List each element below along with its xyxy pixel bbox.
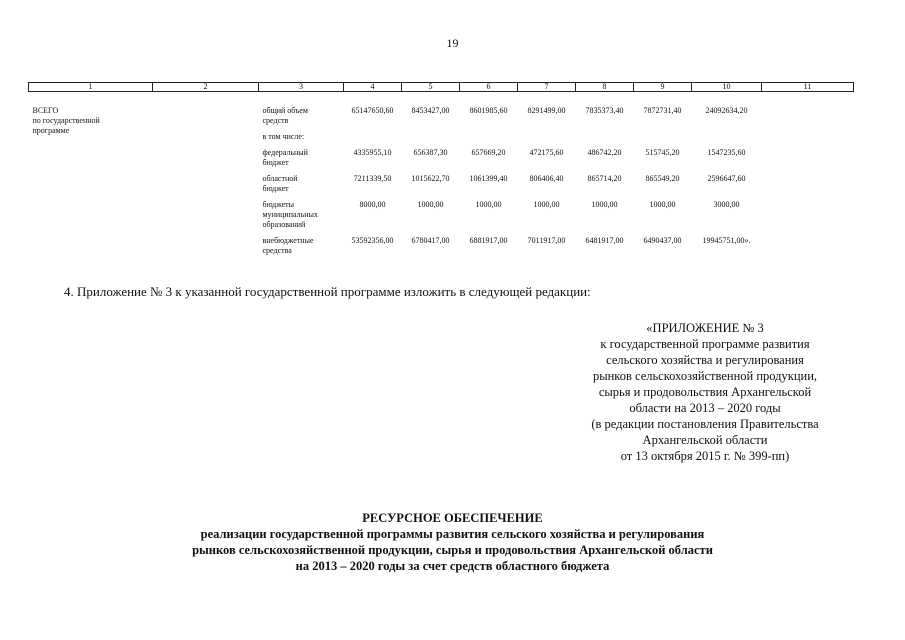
amount-cell: 7872731,40 (643, 106, 682, 115)
funding-source-cell (259, 230, 344, 256)
amount-cell: 24092634,20 (705, 106, 748, 115)
page-number: 19 (446, 36, 459, 50)
funding-source-line: бюджеты (262, 200, 295, 209)
amount-cell: 1000,00 (591, 200, 618, 209)
column-header: 2 (153, 83, 259, 92)
column-header: 4 (344, 83, 402, 92)
amount-cell: 472175,60 (529, 148, 564, 157)
amount-cell: 1547235,60 (707, 148, 746, 157)
amount-cell: 8000,00 (359, 200, 386, 209)
amount-cell (344, 126, 402, 142)
amount-cell (634, 126, 692, 142)
heading-line: рынков сельскохозяйственной продукции, сырья и продовольствия Архангельской области (192, 543, 713, 557)
appendix-line: Архангельской области (642, 433, 768, 447)
funding-source-line: областной (262, 174, 298, 183)
funding-source-cell (259, 126, 344, 142)
funding-source-line: внебюджетные (262, 236, 314, 245)
amount-cell: 1000,00 (533, 200, 560, 209)
amount-cell: 1015622,70 (411, 174, 450, 183)
amount-cell: 19945751,00». (702, 236, 751, 245)
amount-cell (518, 126, 576, 142)
funding-source-cell (259, 168, 344, 194)
amount-cell: 53592356,00 (351, 236, 394, 245)
appendix-line: рынков сельскохозяйственной продукции, (592, 369, 818, 383)
funding-source-line: федеральный (262, 148, 308, 157)
appendix-line: к государственной программе развития (600, 337, 810, 351)
total-label-line: программе (32, 126, 70, 135)
appendix-line: сельского хозяйства и регулирования (606, 353, 804, 367)
amount-cell: 3000,00 (713, 200, 740, 209)
amount-cell: 1000,00 (417, 200, 444, 209)
empty-cell (762, 126, 854, 142)
column-header: 11 (762, 83, 854, 92)
amount-cell: 8453427,00 (411, 106, 450, 115)
appendix-line: (в редакции постановления Правительства (591, 417, 819, 431)
amount-cell: 6780417,00 (411, 236, 450, 245)
empty-cell (762, 168, 854, 194)
funding-source-line: в том числе: (262, 132, 305, 141)
funding-source-cell (259, 194, 344, 230)
funding-source-line: бюджет (262, 184, 289, 193)
funding-source-line: средства (262, 246, 292, 255)
total-label-line: по государственной (32, 116, 100, 125)
funding-source-line: бюджет (262, 158, 289, 167)
empty-cell (762, 142, 854, 168)
amount-cell (576, 126, 634, 142)
amount-cell: 865714,20 (587, 174, 622, 183)
appendix-header-block (560, 320, 850, 464)
funding-source-cell (259, 142, 344, 168)
funding-source-line: муниципальных (262, 210, 318, 219)
amount-cell: 1000,00 (649, 200, 676, 209)
amount-cell: 657669,20 (471, 148, 506, 157)
amount-cell: 4335955,10 (353, 148, 392, 157)
amount-cell (692, 126, 762, 142)
empty-cell (153, 92, 259, 257)
amount-cell: 7211339,50 (353, 174, 392, 183)
amount-cell: 515745,20 (645, 148, 680, 157)
budget-table (28, 82, 854, 256)
amount-cell: 8601985,60 (469, 106, 508, 115)
amount-cell: 7835373,40 (585, 106, 624, 115)
total-label-cell (29, 92, 153, 257)
empty-cell (762, 230, 854, 256)
amount-cell: 8291499,00 (527, 106, 566, 115)
appendix-line: области на 2013 – 2020 годы (629, 401, 781, 415)
amount-cell (460, 126, 518, 142)
amount-cell: 865549,20 (645, 174, 680, 183)
amendment-paragraph: 4. Приложение № 3 к указанной государственной программе изложить в следующей редакции: (64, 284, 591, 299)
column-header: 9 (634, 83, 692, 92)
table-row (29, 92, 854, 127)
funding-source-line: общий объем (262, 106, 308, 115)
amount-cell: 6490437,00 (643, 236, 682, 245)
empty-cell (762, 92, 854, 127)
funding-source-line: средств (262, 116, 289, 125)
amount-cell: 1000,00 (475, 200, 502, 209)
amount-cell (402, 126, 460, 142)
appendix-line: сырья и продовольствия Архангельской (598, 385, 812, 399)
amount-cell: 2596647,60 (707, 174, 746, 183)
amount-cell: 486742,20 (587, 148, 622, 157)
amount-cell: 6881917,00 (469, 236, 508, 245)
column-header: 3 (259, 83, 344, 92)
funding-source-line: образований (262, 220, 306, 229)
amount-cell: 7011917,00 (527, 236, 566, 245)
funding-source-cell (259, 92, 344, 127)
column-header: 6 (460, 83, 518, 92)
amount-cell: 806406,40 (529, 174, 564, 183)
appendix-line: «ПРИЛОЖЕНИЕ № 3 (646, 321, 764, 335)
amount-cell: 6481917,00 (585, 236, 624, 245)
column-header: 10 (692, 83, 762, 92)
amount-cell: 656387,30 (413, 148, 448, 157)
total-label-line: ВСЕГО (32, 106, 59, 115)
appendix-line: от 13 октября 2015 г. № 399-пп) (620, 449, 790, 463)
heading-line: РЕСУРСНОЕ ОБЕСПЕЧЕНИЕ (362, 511, 543, 525)
column-header: 1 (29, 83, 153, 92)
column-header: 5 (402, 83, 460, 92)
amount-cell: 65147650,60 (351, 106, 394, 115)
heading-line: на 2013 – 2020 годы за счет средств областного бюджета (295, 559, 610, 573)
section-heading (100, 510, 805, 574)
heading-line: реализации государственной программы развития сельского хозяйства и регулирования (200, 527, 705, 541)
column-number-row (29, 83, 854, 92)
column-header: 8 (576, 83, 634, 92)
empty-cell (762, 194, 854, 230)
amount-cell: 1061399,40 (469, 174, 508, 183)
column-header: 7 (518, 83, 576, 92)
